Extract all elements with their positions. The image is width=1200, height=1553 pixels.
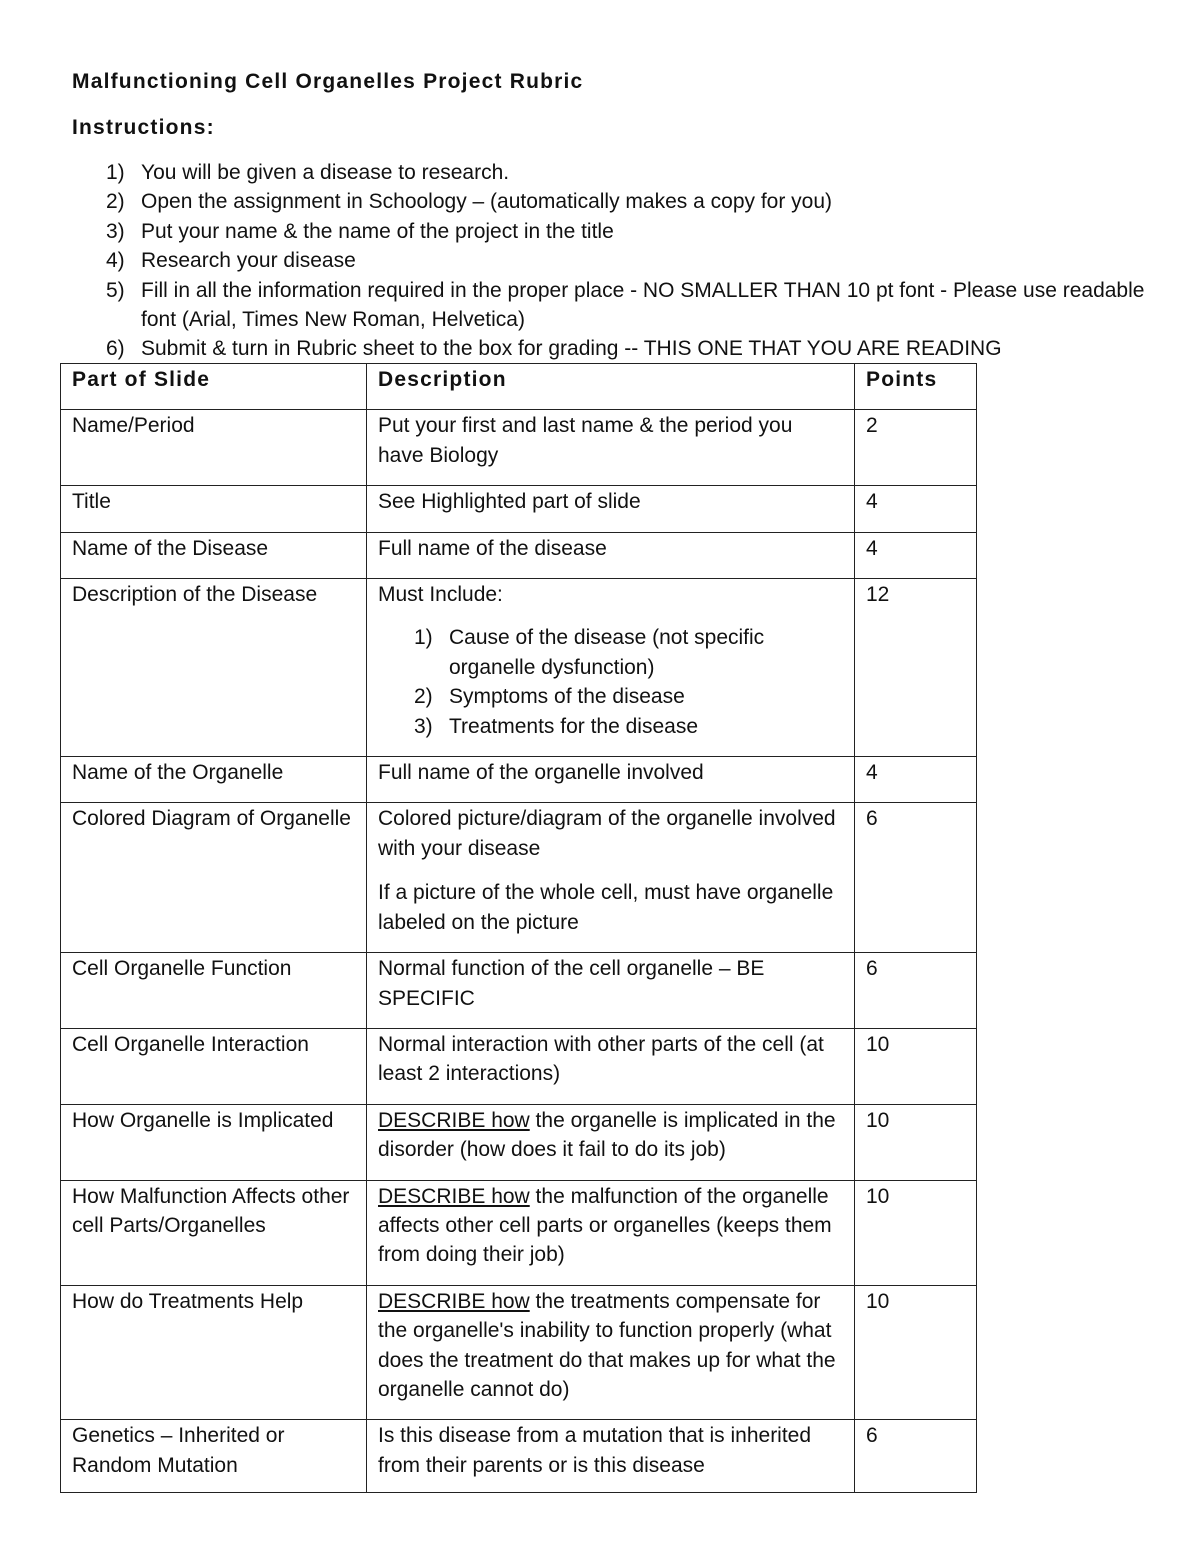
table-row bbox=[61, 410, 977, 486]
description-cell bbox=[367, 803, 855, 953]
instruction-text: Put your name & the name of the project in the title bbox=[141, 219, 614, 243]
table-row bbox=[61, 532, 977, 578]
list-item-number: 2) bbox=[414, 685, 433, 709]
points-cell: 4 bbox=[855, 486, 977, 532]
part-cell: Title bbox=[61, 486, 367, 532]
instruction-item bbox=[106, 334, 1146, 363]
description-text: the treatments compensate for the organelle's inability to function properly (what does the treatment do that makes up for what the organelle cannot do) bbox=[378, 1289, 836, 1401]
part-cell: How Malfunction Affects other cell Parts/Organelles bbox=[61, 1180, 367, 1285]
part-cell: Cell Organelle Function bbox=[61, 953, 367, 1029]
instruction-text: Research your disease bbox=[141, 249, 356, 273]
description-cell: Normal interaction with other parts of the cell (at least 2 interactions) bbox=[367, 1028, 855, 1104]
instruction-item bbox=[106, 276, 1146, 335]
points-cell: 2 bbox=[855, 410, 977, 486]
part-cell: Name of the Organelle bbox=[61, 757, 367, 803]
description-cell: Full name of the disease bbox=[367, 532, 855, 578]
table-row bbox=[61, 1028, 977, 1104]
description-text: Must Include: bbox=[378, 583, 503, 607]
points-cell: 10 bbox=[855, 1028, 977, 1104]
instructions-list bbox=[106, 158, 1146, 364]
table-row bbox=[61, 1180, 977, 1285]
points-cell: 12 bbox=[855, 579, 977, 757]
table-header-row bbox=[61, 364, 977, 410]
table-row bbox=[61, 1104, 977, 1180]
list-item-text: Treatments for the disease bbox=[449, 714, 699, 738]
table-row bbox=[61, 486, 977, 532]
rubric-table bbox=[60, 363, 977, 1493]
description-cell bbox=[367, 1180, 855, 1285]
emphasis-text: DESCRIBE how bbox=[378, 1184, 530, 1208]
instruction-text: Open the assignment in Schoology – (automatically makes a copy for you) bbox=[141, 190, 833, 214]
list-item-number: 1) bbox=[414, 626, 433, 650]
points-cell: 10 bbox=[855, 1285, 977, 1420]
points-cell: 4 bbox=[855, 532, 977, 578]
list-item-text: Cause of the disease (not specific organelle dysfunction) bbox=[449, 626, 765, 679]
instruction-item bbox=[106, 217, 1146, 246]
instruction-number: 1) bbox=[106, 161, 125, 184]
description-cell bbox=[367, 1104, 855, 1180]
part-cell: Name of the Disease bbox=[61, 532, 367, 578]
part-cell bbox=[61, 1420, 367, 1493]
table-row bbox=[61, 579, 977, 757]
points-cell: 4 bbox=[855, 757, 977, 803]
description-note: If a picture of the whole cell, must have organelle labeled on the picture bbox=[378, 881, 834, 934]
instruction-number: 4) bbox=[106, 249, 125, 273]
table-row bbox=[61, 803, 977, 953]
description-text: Colored picture/diagram of the organelle involved with your disease bbox=[378, 807, 836, 860]
table-row bbox=[61, 1420, 977, 1493]
points-cell: 10 bbox=[855, 1180, 977, 1285]
instruction-number: 3) bbox=[106, 219, 125, 243]
instruction-number: 5) bbox=[106, 278, 125, 302]
description-text: the organelle is implicated in the disorder (how does it fail to do its job) bbox=[378, 1108, 836, 1162]
points-cell bbox=[855, 1420, 977, 1493]
instruction-number: 2) bbox=[106, 190, 125, 214]
part-cell: Cell Organelle Interaction bbox=[61, 1028, 367, 1104]
description-cell: Normal function of the cell organelle – BE SPECIFIC bbox=[367, 953, 855, 1029]
points-cell: 6 bbox=[855, 953, 977, 1029]
description-cell bbox=[367, 1420, 855, 1493]
description-cell bbox=[367, 1285, 855, 1420]
part-text: Genetics – Inherited or Random Mutation bbox=[72, 1424, 285, 1477]
table-row bbox=[61, 1285, 977, 1420]
part-cell: Name/Period bbox=[61, 410, 367, 486]
requirements-list bbox=[378, 623, 843, 741]
list-item bbox=[378, 623, 843, 682]
instruction-text: Fill in all the information required in the proper place - NO SMALLER THAN 10 pt font - Please use readable font (Arial, Times New Roman, Helvetica) bbox=[141, 278, 1145, 332]
emphasis-text: DESCRIBE how bbox=[378, 1108, 530, 1132]
description-cell: Full name of the organelle involved bbox=[367, 757, 855, 803]
header-description: Description bbox=[367, 364, 855, 410]
table-row bbox=[61, 953, 977, 1029]
list-item-number: 3) bbox=[414, 714, 433, 738]
instruction-item bbox=[106, 187, 1146, 216]
points-text: 6 bbox=[866, 1424, 878, 1448]
list-item bbox=[378, 682, 843, 711]
list-item-text: Symptoms of the disease bbox=[449, 685, 685, 709]
description-cell: See Highlighted part of slide bbox=[367, 486, 855, 532]
instruction-item bbox=[106, 158, 1146, 187]
description-cell: Put your first and last name & the period you have Biology bbox=[367, 410, 855, 486]
document-title: Malfunctioning Cell Organelles Project Rubric bbox=[72, 70, 584, 93]
list-item bbox=[378, 712, 843, 741]
part-cell: Colored Diagram of Organelle bbox=[61, 803, 367, 953]
description-text: the malfunction of the organelle affects other cell parts or organelles (keeps them from doing their job) bbox=[378, 1184, 832, 1267]
part-cell: Description of the Disease bbox=[61, 579, 367, 757]
part-cell: How do Treatments Help bbox=[61, 1285, 367, 1420]
instructions-heading: Instructions: bbox=[72, 116, 215, 139]
instruction-number: 6) bbox=[106, 337, 125, 361]
instruction-text: Submit & turn in Rubric sheet to the box for grading -- THIS ONE THAT YOU ARE READING bbox=[141, 337, 1002, 361]
header-points: Points bbox=[855, 364, 977, 410]
instruction-text: You will be given a disease to research. bbox=[141, 161, 510, 184]
part-cell: How Organelle is Implicated bbox=[61, 1104, 367, 1180]
emphasis-text: DESCRIBE how bbox=[378, 1289, 530, 1313]
description-text: Is this disease from a mutation that is inherited from their parents or is this disease bbox=[378, 1424, 812, 1477]
points-cell: 6 bbox=[855, 803, 977, 953]
instruction-item bbox=[106, 246, 1146, 275]
points-cell: 10 bbox=[855, 1104, 977, 1180]
header-part-of-slide: Part of Slide bbox=[61, 364, 367, 410]
table-row bbox=[61, 757, 977, 803]
description-cell bbox=[367, 579, 855, 757]
